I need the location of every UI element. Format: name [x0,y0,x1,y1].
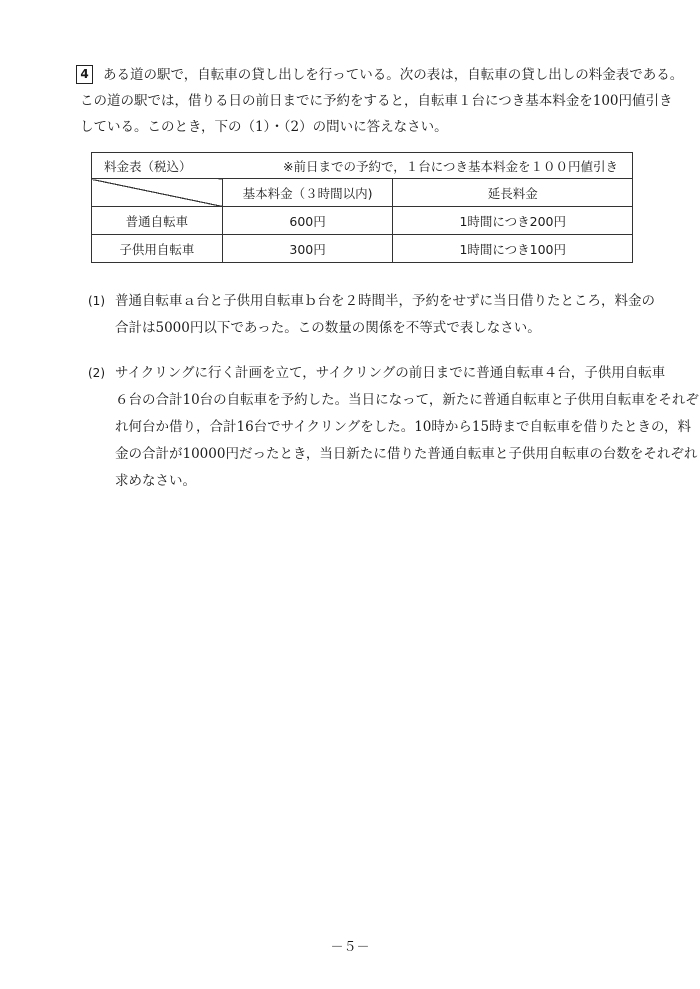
fee-table-note: ※前日までの予約で，１台につき基本料金を１００円値引き [283,158,618,174]
question-1-text-1: 普通自転車ａ台と子供用自転車ｂ台を２時間半，予約をせずに当日借りたところ，料金の [115,293,655,309]
row-label-regular-bike: 普通自転車 [92,207,223,235]
question-2 [88,360,699,495]
table-row [92,235,633,263]
regular-bike-base-fee: 600円 [222,207,393,235]
problem-number: 4 [76,65,93,84]
intro-line-1 [76,62,684,88]
fee-table-title-row [92,153,633,179]
row-label-kids-bike: 子供用自転車 [92,235,223,263]
regular-bike-extension-fee: 1時間につき200円 [393,207,633,235]
fee-table-corner-cell [92,179,223,207]
kids-bike-extension-fee: 1時間につき100円 [393,235,633,263]
question-1-line-1 [88,288,655,315]
question-1-line-2: 合計は5000円以下であった。この数量の関係を不等式で表しなさい。 [115,320,541,336]
intro-text-1: ある道の駅で，自転車の貸し出しを行っている。次の表は，自転車の貸し出しの料金表である。 [103,67,684,83]
fee-table [91,152,633,263]
question-2-line-1 [88,360,699,387]
intro-line-2: この道の駅では，借りる日の前日までに予約をすると，自転車１台につき基本料金を100円値引き [80,93,673,109]
kids-bike-base-fee: 300円 [222,235,393,263]
question-1 [88,288,655,342]
page-number: －５－ [330,940,370,955]
question-2-line-5: 求めなさい。 [115,473,196,489]
question-2-text-1: サイクリングに行く計画を立て，サイクリングの前日までに普通自転車４台，子供用自転車 [115,365,666,381]
fee-table-title-cell [92,153,633,179]
question-2-label: (2) [88,366,105,380]
header-extension-fee: 延長料金 [393,179,633,207]
question-2-line-3: れ何台か借り，合計16台でサイクリングをした。10時から15時まで自転車を借りたときの，料 [115,419,692,435]
fee-table-title: 料金表（税込） [104,158,192,174]
header-base-fee: 基本料金（３時間以内) [222,179,393,207]
question-1-label: (1) [88,294,105,308]
intro-line-3: している。このとき，下の（1）・（2）の問いに答えなさい。 [80,119,448,135]
table-row [92,207,633,235]
problem-intro [76,62,684,140]
question-2-line-2: ６台の合計10台の自転車を予約した。当日になって，新たに普通自転車と子供用自転車をそれぞ [115,392,699,408]
question-2-line-4: 金の合計が10000円だったとき，当日新たに借りた普通自転車と子供用自転車の台数をそれぞれ [115,446,698,462]
fee-table-header-row [92,179,633,207]
